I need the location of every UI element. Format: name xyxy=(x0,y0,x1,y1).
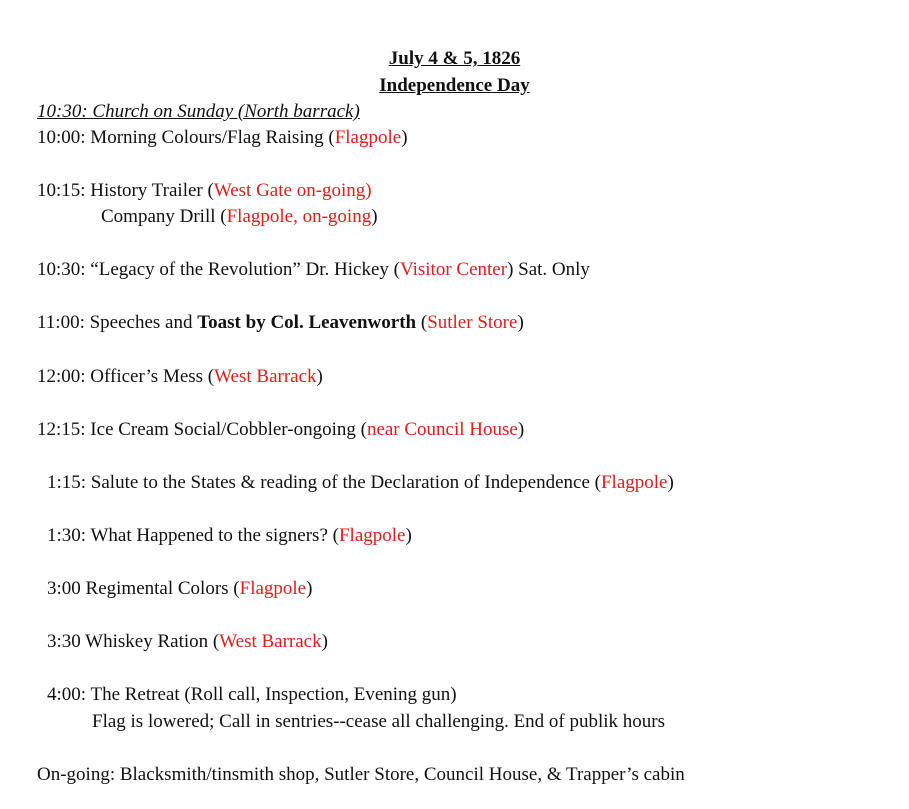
church-line: 10:30: Church on Sunday (North barrack) xyxy=(37,101,360,122)
item-location: West Gate on-going) xyxy=(213,180,372,201)
item-location: Flagpole xyxy=(600,472,668,493)
item-text-end: ) xyxy=(517,312,524,333)
schedule-item-flag-raising xyxy=(37,127,408,149)
item-location: West Barrack xyxy=(219,631,322,652)
item-location: Flagpole xyxy=(239,578,307,599)
schedule-item-speeches xyxy=(37,312,524,334)
schedule-item-whiskey xyxy=(47,631,328,653)
item-text: 3:30 Whiskey Ration ( xyxy=(47,631,220,652)
item-text: 3:00 Regimental Colors ( xyxy=(47,578,240,599)
item-text: 12:15: Ice Cream Social/Cobbler-ongoing ( xyxy=(37,419,367,440)
item-highlight: Toast by Col. Leavenworth xyxy=(197,312,417,333)
item-location: Flagpole xyxy=(338,525,406,546)
item-text: 1:15: Salute to the States & reading of the Declaration of Independence ( xyxy=(47,472,601,493)
event-title: Independence Day xyxy=(379,75,530,96)
item-location: Flagpole xyxy=(334,127,402,148)
item-text-end: ) xyxy=(321,631,328,652)
item-text-end: ) xyxy=(517,419,525,440)
item-text: 10:15: History Trailer ( xyxy=(37,180,214,201)
item-text: 1:30: What Happened to the signers? ( xyxy=(47,525,339,546)
item-location: West Barrack xyxy=(214,366,317,387)
item-location: Visitor Center xyxy=(400,259,508,280)
item-location: near Council House xyxy=(366,419,518,440)
item-text-end: ) Sat. Only xyxy=(507,259,590,280)
schedule-item-signers xyxy=(47,525,412,547)
event-date: July 4 & 5, 1826 xyxy=(388,48,521,69)
item-text-end: ) xyxy=(405,525,412,546)
item-text: Company Drill ( xyxy=(101,206,227,227)
schedule-item-salute xyxy=(47,472,674,494)
item-location: Flagpole, on-going xyxy=(226,206,372,227)
item-text-end: ) xyxy=(316,366,323,387)
schedule-item-company-drill xyxy=(101,206,378,228)
schedule-item-ice-cream xyxy=(37,419,524,441)
schedule-item-retreat-detail: Flag is lowered; Call in sentries--cease all challenging. End of publik hours xyxy=(92,711,666,732)
item-text: 10:30: “Legacy of the Revolution” Dr. Hickey ( xyxy=(37,259,401,280)
item-text-end: ) xyxy=(667,472,674,493)
item-text: 12:00: Officer’s Mess ( xyxy=(37,366,215,387)
item-text-mid: ( xyxy=(416,312,428,333)
schedule-item-mess xyxy=(37,366,323,388)
item-text: 10:00: Morning Colours/Flag Raising ( xyxy=(37,127,335,148)
item-text: 11:00: Speeches and xyxy=(37,312,198,333)
ongoing-line: On-going: Blacksmith/tinsmith shop, Sutler Store, Council House, & Trapper’s cabin xyxy=(37,764,685,785)
schedule-item-retreat: 4:00: The Retreat (Roll call, Inspection, Evening gun) xyxy=(47,684,457,705)
schedule-item-history-trailer xyxy=(37,180,372,202)
schedule-item-legacy xyxy=(37,259,590,281)
item-text-end: ) xyxy=(401,127,408,148)
item-location: Sutler Store xyxy=(427,312,518,333)
item-text-end: ) xyxy=(371,206,378,227)
item-text-end: ) xyxy=(306,578,313,599)
schedule-item-colors xyxy=(47,578,312,600)
